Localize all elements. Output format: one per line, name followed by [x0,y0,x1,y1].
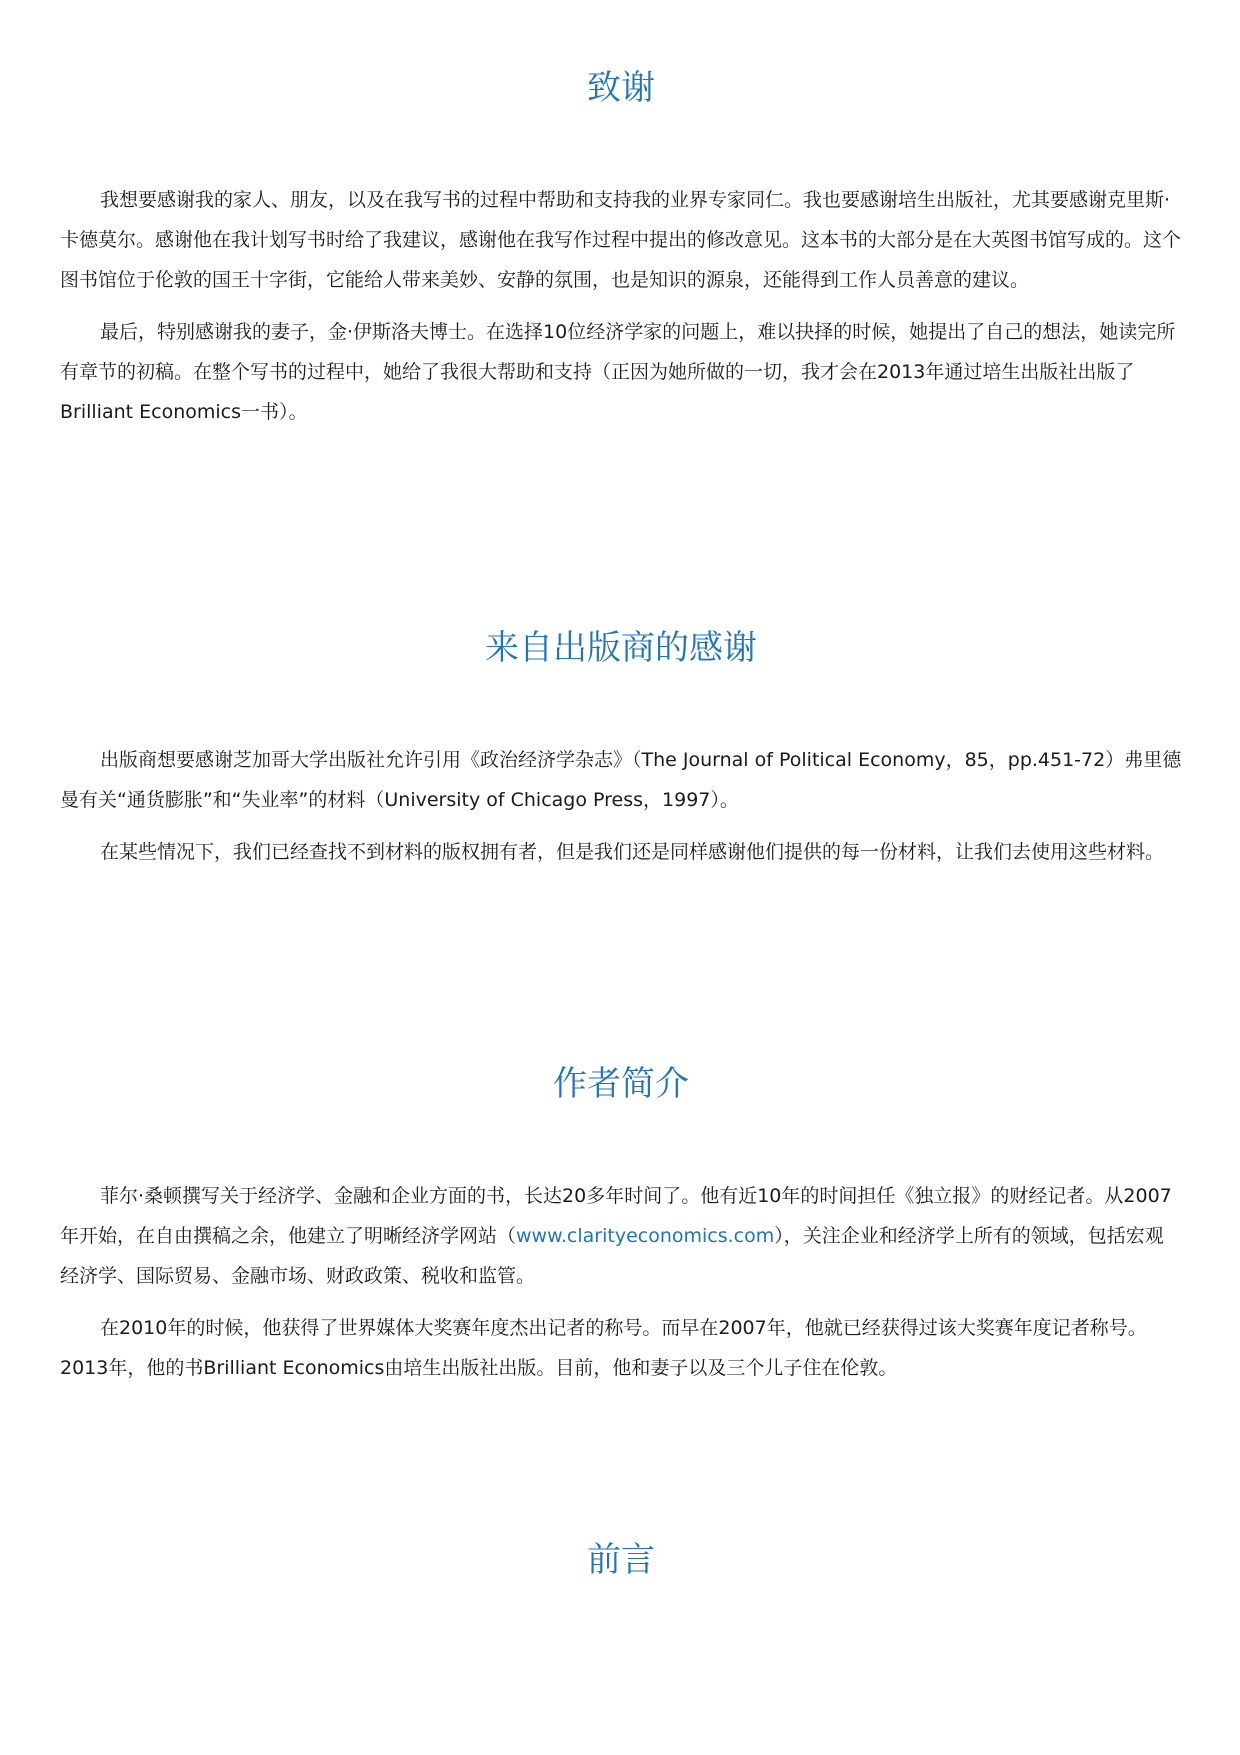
paragraph-text: 菲尔·桑顿撰写关于经济学、金融和企业方面的书，长达20多年时间了。他有近10年的时间担任《独立报》的财经记者。从2007年开始，在自由撰稿之余，他建立了明晰经济学网站（ [60,1185,1172,1247]
section-preface [60,1538,1182,1582]
section-acknowledgements [60,66,1182,432]
section-body [60,740,1182,872]
paragraph: 最后，特别感谢我的妻子，金·伊斯洛夫博士。在选择10位经济学家的问题上，难以抉择的时候，她提出了自己的想法，她读完所有章节的初稿。在整个写书的过程中，她给了我很大帮助和支持（正因为她所做的一切，我才会在2013年通过培生出版社出版了Brilliant Economics一书）。 [60,321,1176,423]
section-body [60,1176,1182,1388]
section-heading: 作者简介 [553,1064,689,1104]
paragraph: 在2010年的时候，他获得了世界媒体大奖赛年度杰出记者的称号。而早在2007年，他就已经获得过该大奖赛年度记者称号。2013年，他的书Brilliant Economics由培生出版社出版。目前，他和妻子以及三个儿子住在伦敦。 [60,1317,1147,1379]
paragraph-text: ），关注企业和经济学上所有的领域，包括宏观经济学、国际贸易、金融市场、财政政策、税收和监管。 [60,1225,1164,1287]
section-heading: 致谢 [587,68,655,108]
website-link[interactable]: www.clarityeconomics.com [516,1225,775,1247]
section-heading: 前言 [587,1540,655,1580]
paragraph: 出版商想要感谢芝加哥大学出版社允许引用《政治经济学杂志》（The Journal of Political Economy，85，pp.451-72）弗里德曼有关“通货膨胀”和“失业率”的材料（University of Chicago Press，1997）。 [60,749,1182,811]
section-body [60,180,1182,432]
paragraph: 在某些情况下，我们已经查找不到材料的版权拥有者，但是我们还是同样感谢他们提供的每一份材料，让我们去使用这些材料。 [100,841,1165,863]
section-about-author [60,1062,1182,1388]
paragraph: 我想要感谢我的家人、朋友，以及在我写书的过程中帮助和支持我的业界专家同仁。我也要感谢培生出版社，尤其要感谢克里斯·卡德莫尔。感谢他在我计划写书时给了我建议，感谢他在我写作过程中提出的修改意见。这本书的大部分是在大英图书馆写成的。这个图书馆位于伦敦的国王十字街，它能给人带来美妙、安静的氛围，也是知识的源泉，还能得到工作人员善意的建议。 [60,189,1182,291]
paragraph [60,1176,1182,1296]
section-heading: 来自出版商的感谢 [485,628,757,668]
section-publisher-thanks [60,626,1182,872]
